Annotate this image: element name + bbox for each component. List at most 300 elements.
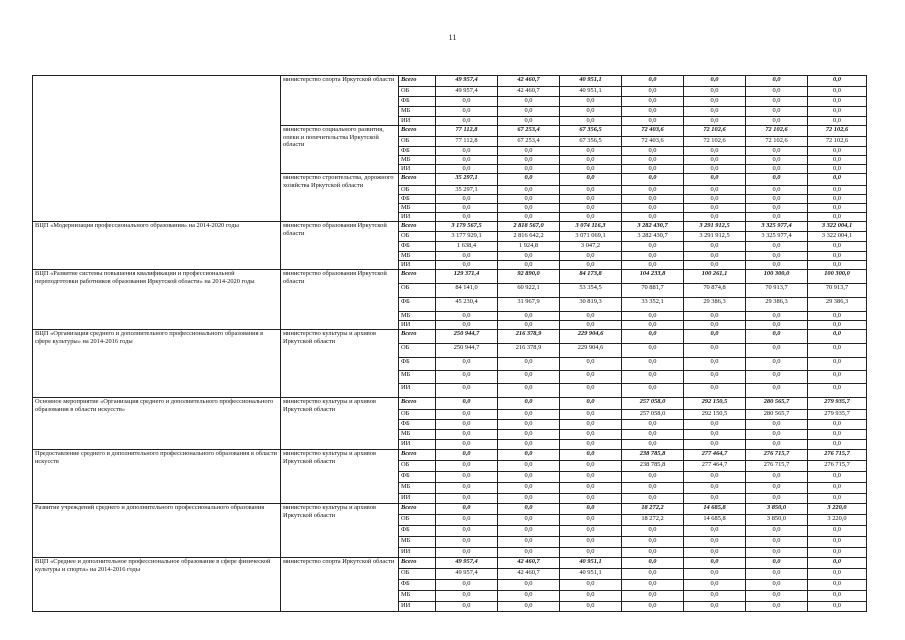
- amount-cell: 0,0: [684, 440, 746, 450]
- amount-cell: 229 904,6: [560, 330, 622, 344]
- amount-cell: 42 460,7: [498, 76, 560, 87]
- funding-source: МБ: [399, 483, 436, 494]
- amount-cell: 0,0: [746, 261, 808, 270]
- amount-cell: 42 460,7: [498, 87, 560, 97]
- amount-cell: 0,0: [436, 261, 498, 270]
- amount-cell: 0,0: [684, 430, 746, 440]
- amount-cell: 0,0: [436, 312, 498, 321]
- amount-cell: 238 785,8: [622, 450, 684, 461]
- funding-source: МБ: [399, 591, 436, 602]
- amount-cell: 40 951,1: [560, 87, 622, 97]
- amount-cell: 0,0: [498, 515, 560, 526]
- amount-cell: 0,0: [498, 358, 560, 371]
- amount-cell: 0,0: [808, 87, 867, 97]
- amount-cell: 92 890,0: [498, 270, 560, 284]
- table-row: [33, 76, 867, 87]
- amount-cell: 3 220,0: [808, 515, 867, 526]
- amount-cell: 0,0: [498, 430, 560, 440]
- amount-cell: 0,0: [622, 472, 684, 483]
- amount-cell: 0,0: [684, 330, 746, 344]
- table-row: [33, 270, 867, 284]
- amount-cell: 0,0: [684, 242, 746, 252]
- funding-source: ОБ: [399, 284, 436, 298]
- amount-cell: 3 291 912,5: [684, 232, 746, 242]
- amount-cell: 0,0: [808, 242, 867, 252]
- amount-cell: 0,0: [560, 384, 622, 398]
- amount-cell: 0,0: [746, 330, 808, 344]
- amount-cell: 0,0: [684, 312, 746, 321]
- amount-cell: 0,0: [436, 591, 498, 602]
- program-name: ВЦП «Модернизация профессионального образования» на 2014-2020 годы: [33, 222, 281, 270]
- amount-cell: 60 922,1: [498, 284, 560, 298]
- amount-cell: 0,0: [808, 440, 867, 450]
- page-number: 11: [448, 33, 457, 42]
- amount-cell: 0,0: [684, 358, 746, 371]
- amount-cell: 280 565,7: [746, 410, 808, 420]
- funding-source: Всего: [399, 270, 436, 284]
- amount-cell: 0,0: [622, 195, 684, 204]
- amount-cell: 30 819,3: [560, 298, 622, 312]
- amount-cell: 45 230,4: [436, 298, 498, 312]
- amount-cell: 0,0: [622, 483, 684, 494]
- amount-cell: 0,0: [622, 174, 684, 186]
- amount-cell: 0,0: [436, 430, 498, 440]
- amount-cell: 129 371,4: [436, 270, 498, 284]
- amount-cell: 0,0: [498, 186, 560, 195]
- amount-cell: 0,0: [436, 537, 498, 548]
- funding-source: ИИ: [399, 602, 436, 612]
- funding-source: ИИ: [399, 165, 436, 174]
- funding-source: Всего: [399, 76, 436, 87]
- amount-cell: 0,0: [746, 591, 808, 602]
- amount-cell: 216 378,9: [498, 330, 560, 344]
- amount-cell: 0,0: [746, 537, 808, 548]
- amount-cell: 18 272,2: [622, 515, 684, 526]
- amount-cell: 0,0: [498, 107, 560, 117]
- amount-cell: 0,0: [560, 321, 622, 330]
- amount-cell: 18 272,2: [622, 504, 684, 515]
- program-name: ВЦП «Среднее и дополнительное профессиональное образование в сфере физической культуры и спорта» на 2014-2016 годы: [33, 558, 281, 612]
- amount-cell: 14 685,8: [684, 515, 746, 526]
- funding-source: ОБ: [399, 410, 436, 420]
- funding-source: ИИ: [399, 440, 436, 450]
- table-row: [33, 504, 867, 515]
- amount-cell: 0,0: [684, 580, 746, 591]
- funding-source: ИИ: [399, 548, 436, 558]
- amount-cell: 3 177 929,1: [436, 232, 498, 242]
- amount-cell: 0,0: [746, 87, 808, 97]
- funding-table: [32, 75, 867, 612]
- amount-cell: 0,0: [746, 420, 808, 430]
- amount-cell: 292 150,5: [684, 410, 746, 420]
- amount-cell: 0,0: [746, 147, 808, 156]
- amount-cell: 0,0: [436, 483, 498, 494]
- amount-cell: 0,0: [498, 156, 560, 165]
- amount-cell: 277 464,7: [684, 461, 746, 472]
- amount-cell: 0,0: [560, 204, 622, 213]
- amount-cell: 276 715,7: [746, 461, 808, 472]
- amount-cell: 0,0: [498, 526, 560, 537]
- amount-cell: 0,0: [560, 602, 622, 612]
- amount-cell: 0,0: [436, 321, 498, 330]
- amount-cell: 0,0: [498, 398, 560, 410]
- amount-cell: 0,0: [746, 371, 808, 384]
- amount-cell: 0,0: [808, 537, 867, 548]
- amount-cell: 0,0: [808, 472, 867, 483]
- amount-cell: 0,0: [498, 537, 560, 548]
- amount-cell: 0,0: [808, 312, 867, 321]
- amount-cell: 0,0: [498, 602, 560, 612]
- amount-cell: 0,0: [808, 494, 867, 504]
- funding-source: Всего: [399, 330, 436, 344]
- amount-cell: 72 102,6: [808, 137, 867, 147]
- amount-cell: 100 300,0: [808, 270, 867, 284]
- amount-cell: 0,0: [746, 195, 808, 204]
- amount-cell: 0,0: [436, 165, 498, 174]
- amount-cell: 2 816 642,2: [498, 232, 560, 242]
- amount-cell: 0,0: [560, 450, 622, 461]
- amount-cell: 0,0: [808, 321, 867, 330]
- funding-source: ФБ: [399, 97, 436, 107]
- amount-cell: 0,0: [622, 321, 684, 330]
- amount-cell: 67 253,4: [498, 126, 560, 137]
- amount-cell: 70 913,7: [808, 284, 867, 298]
- amount-cell: 0,0: [436, 195, 498, 204]
- amount-cell: 0,0: [808, 213, 867, 222]
- amount-cell: 0,0: [498, 165, 560, 174]
- amount-cell: 29 386,3: [746, 298, 808, 312]
- funding-source: Всего: [399, 398, 436, 410]
- amount-cell: 0,0: [622, 371, 684, 384]
- amount-cell: 0,0: [622, 602, 684, 612]
- amount-cell: 0,0: [746, 165, 808, 174]
- funding-source: ИИ: [399, 384, 436, 398]
- funding-source: МБ: [399, 430, 436, 440]
- amount-cell: 250 944,7: [436, 330, 498, 344]
- amount-cell: 0,0: [622, 344, 684, 358]
- executor-name: министерство спорта Иркутской области: [281, 558, 399, 612]
- amount-cell: 0,0: [498, 312, 560, 321]
- amount-cell: 0,0: [560, 312, 622, 321]
- executor-name: министерство культуры и архивов Иркутской области: [281, 398, 399, 450]
- amount-cell: 0,0: [498, 440, 560, 450]
- amount-cell: 0,0: [498, 147, 560, 156]
- funding-source: ФБ: [399, 298, 436, 312]
- amount-cell: 0,0: [622, 97, 684, 107]
- amount-cell: 0,0: [498, 591, 560, 602]
- amount-cell: 29 386,3: [684, 298, 746, 312]
- amount-cell: 0,0: [498, 483, 560, 494]
- amount-cell: 0,0: [498, 261, 560, 270]
- amount-cell: 0,0: [808, 330, 867, 344]
- amount-cell: 0,0: [622, 548, 684, 558]
- amount-cell: 0,0: [684, 591, 746, 602]
- amount-cell: 0,0: [498, 117, 560, 126]
- amount-cell: 0,0: [684, 261, 746, 270]
- amount-cell: 0,0: [746, 558, 808, 569]
- amount-cell: 0,0: [746, 430, 808, 440]
- amount-cell: 0,0: [808, 252, 867, 261]
- amount-cell: 0,0: [684, 548, 746, 558]
- amount-cell: 0,0: [622, 252, 684, 261]
- amount-cell: 40 951,1: [560, 569, 622, 580]
- amount-cell: 0,0: [436, 371, 498, 384]
- amount-cell: 0,0: [684, 472, 746, 483]
- amount-cell: 0,0: [498, 384, 560, 398]
- amount-cell: 0,0: [560, 440, 622, 450]
- amount-cell: 276 715,7: [746, 450, 808, 461]
- amount-cell: 0,0: [622, 494, 684, 504]
- amount-cell: 3 322 004,1: [808, 222, 867, 232]
- amount-cell: 0,0: [684, 87, 746, 97]
- funding-source: ОБ: [399, 232, 436, 242]
- table-row: [33, 330, 867, 344]
- amount-cell: 0,0: [622, 76, 684, 87]
- amount-cell: 0,0: [684, 494, 746, 504]
- amount-cell: 0,0: [808, 147, 867, 156]
- amount-cell: 250 944,7: [436, 344, 498, 358]
- amount-cell: 0,0: [436, 504, 498, 515]
- amount-cell: 0,0: [746, 97, 808, 107]
- amount-cell: 0,0: [746, 174, 808, 186]
- amount-cell: 0,0: [436, 204, 498, 213]
- amount-cell: 0,0: [746, 602, 808, 612]
- amount-cell: 77 112,8: [436, 137, 498, 147]
- amount-cell: 0,0: [436, 461, 498, 472]
- amount-cell: 0,0: [498, 204, 560, 213]
- amount-cell: 0,0: [436, 117, 498, 126]
- funding-source: Всего: [399, 504, 436, 515]
- amount-cell: 0,0: [808, 107, 867, 117]
- amount-cell: 0,0: [560, 537, 622, 548]
- amount-cell: 0,0: [560, 548, 622, 558]
- amount-cell: 0,0: [684, 344, 746, 358]
- amount-cell: 49 957,4: [436, 558, 498, 569]
- amount-cell: 0,0: [560, 472, 622, 483]
- amount-cell: 0,0: [436, 156, 498, 165]
- amount-cell: 0,0: [622, 156, 684, 165]
- amount-cell: 3 071 069,1: [560, 232, 622, 242]
- executor-name: министерство строительства, дорожного хозяйства Иркутской области: [281, 174, 399, 222]
- amount-cell: 72 403,6: [622, 126, 684, 137]
- amount-cell: 0,0: [808, 261, 867, 270]
- amount-cell: 0,0: [808, 371, 867, 384]
- amount-cell: 0,0: [560, 174, 622, 186]
- amount-cell: 0,0: [436, 398, 498, 410]
- amount-cell: 3 325 977,4: [746, 232, 808, 242]
- amount-cell: 0,0: [746, 344, 808, 358]
- amount-cell: 0,0: [436, 252, 498, 261]
- amount-cell: 0,0: [746, 580, 808, 591]
- amount-cell: 279 935,7: [808, 410, 867, 420]
- amount-cell: 0,0: [498, 420, 560, 430]
- amount-cell: 0,0: [436, 440, 498, 450]
- amount-cell: 3 325 977,4: [746, 222, 808, 232]
- amount-cell: 42 460,7: [498, 558, 560, 569]
- funding-source: Всего: [399, 174, 436, 186]
- amount-cell: 0,0: [560, 371, 622, 384]
- amount-cell: 0,0: [684, 537, 746, 548]
- amount-cell: 35 297,1: [436, 186, 498, 195]
- amount-cell: 0,0: [684, 204, 746, 213]
- amount-cell: 31 967,9: [498, 298, 560, 312]
- amount-cell: 0,0: [498, 504, 560, 515]
- funding-source: МБ: [399, 204, 436, 213]
- amount-cell: 0,0: [498, 321, 560, 330]
- amount-cell: 0,0: [746, 242, 808, 252]
- funding-source: ОБ: [399, 344, 436, 358]
- amount-cell: 0,0: [808, 526, 867, 537]
- amount-cell: 0,0: [684, 602, 746, 612]
- amount-cell: 0,0: [622, 384, 684, 398]
- amount-cell: 0,0: [436, 494, 498, 504]
- executor-name: министерство культуры и архивов Иркутской области: [281, 330, 399, 398]
- amount-cell: 0,0: [498, 548, 560, 558]
- table-row: [33, 222, 867, 232]
- amount-cell: 0,0: [746, 312, 808, 321]
- amount-cell: 0,0: [498, 213, 560, 222]
- amount-cell: 0,0: [622, 186, 684, 195]
- funding-source: ИИ: [399, 261, 436, 270]
- amount-cell: 0,0: [498, 494, 560, 504]
- amount-cell: 0,0: [560, 165, 622, 174]
- amount-cell: 0,0: [684, 526, 746, 537]
- amount-cell: 0,0: [684, 420, 746, 430]
- amount-cell: 0,0: [684, 195, 746, 204]
- funding-source: МБ: [399, 537, 436, 548]
- amount-cell: 0,0: [436, 450, 498, 461]
- funding-source: ОБ: [399, 515, 436, 526]
- amount-cell: 0,0: [808, 483, 867, 494]
- amount-cell: 0,0: [746, 76, 808, 87]
- amount-cell: 0,0: [436, 472, 498, 483]
- funding-source: ОБ: [399, 186, 436, 195]
- amount-cell: 0,0: [498, 472, 560, 483]
- amount-cell: 0,0: [808, 591, 867, 602]
- amount-cell: 0,0: [684, 213, 746, 222]
- amount-cell: 0,0: [436, 602, 498, 612]
- amount-cell: 0,0: [684, 569, 746, 580]
- amount-cell: 0,0: [436, 213, 498, 222]
- amount-cell: 0,0: [622, 261, 684, 270]
- amount-cell: 72 403,6: [622, 137, 684, 147]
- amount-cell: 14 685,8: [684, 504, 746, 515]
- amount-cell: 0,0: [808, 430, 867, 440]
- amount-cell: 0,0: [622, 147, 684, 156]
- amount-cell: 0,0: [560, 504, 622, 515]
- funding-source: ФБ: [399, 242, 436, 252]
- funding-source: ФБ: [399, 420, 436, 430]
- amount-cell: 0,0: [808, 384, 867, 398]
- amount-cell: 280 565,7: [746, 398, 808, 410]
- amount-cell: 67 356,5: [560, 126, 622, 137]
- amount-cell: 3 322 004,1: [808, 232, 867, 242]
- amount-cell: 0,0: [436, 107, 498, 117]
- amount-cell: 0,0: [560, 117, 622, 126]
- amount-cell: 0,0: [560, 147, 622, 156]
- amount-cell: 0,0: [498, 195, 560, 204]
- amount-cell: 0,0: [746, 494, 808, 504]
- executor-name: министерство культуры и архивов Иркутской области: [281, 450, 399, 504]
- funding-source: Всего: [399, 222, 436, 232]
- amount-cell: 67 253,4: [498, 137, 560, 147]
- amount-cell: 0,0: [560, 398, 622, 410]
- amount-cell: 100 300,0: [746, 270, 808, 284]
- amount-cell: 0,0: [808, 97, 867, 107]
- amount-cell: 0,0: [746, 384, 808, 398]
- amount-cell: 0,0: [746, 213, 808, 222]
- amount-cell: 0,0: [498, 97, 560, 107]
- amount-cell: 49 957,4: [436, 569, 498, 580]
- amount-cell: 277 464,7: [684, 450, 746, 461]
- amount-cell: 0,0: [684, 252, 746, 261]
- amount-cell: 0,0: [746, 440, 808, 450]
- amount-cell: 0,0: [808, 117, 867, 126]
- amount-cell: 257 058,0: [622, 398, 684, 410]
- amount-cell: 0,0: [622, 87, 684, 97]
- amount-cell: 279 935,7: [808, 398, 867, 410]
- amount-cell: 40 951,1: [560, 76, 622, 87]
- amount-cell: 0,0: [746, 472, 808, 483]
- funding-source: ФБ: [399, 472, 436, 483]
- executor-name: министерство социального развития, опеки и попечительства Иркутской области: [281, 126, 399, 174]
- program-name: Развитие учреждений среднего и дополнительного профессионального образования: [33, 504, 281, 558]
- amount-cell: 0,0: [622, 358, 684, 371]
- amount-cell: 0,0: [560, 97, 622, 107]
- amount-cell: 0,0: [560, 410, 622, 420]
- funding-source: ИИ: [399, 321, 436, 330]
- amount-cell: 70 874,8: [684, 284, 746, 298]
- funding-source: МБ: [399, 312, 436, 321]
- amount-cell: 0,0: [746, 548, 808, 558]
- amount-cell: 0,0: [560, 483, 622, 494]
- amount-cell: 0,0: [498, 410, 560, 420]
- amount-cell: 276 715,7: [808, 450, 867, 461]
- amount-cell: 0,0: [622, 204, 684, 213]
- amount-cell: 3 047,2: [560, 242, 622, 252]
- amount-cell: 0,0: [808, 558, 867, 569]
- amount-cell: 0,0: [560, 526, 622, 537]
- funding-source: ФБ: [399, 147, 436, 156]
- amount-cell: 0,0: [808, 195, 867, 204]
- amount-cell: 257 058,0: [622, 410, 684, 420]
- amount-cell: 72 102,6: [808, 126, 867, 137]
- amount-cell: 0,0: [808, 420, 867, 430]
- amount-cell: 0,0: [498, 174, 560, 186]
- amount-cell: 0,0: [622, 569, 684, 580]
- amount-cell: 0,0: [808, 344, 867, 358]
- amount-cell: 72 102,6: [684, 137, 746, 147]
- amount-cell: 100 261,1: [684, 270, 746, 284]
- table-row: [33, 398, 867, 410]
- amount-cell: 3 282 430,7: [622, 232, 684, 242]
- amount-cell: 0,0: [560, 515, 622, 526]
- program-name: ВЦП «Организация среднего и дополнительного профессионального образования в сфере культуры» на 2014-2016 годы: [33, 330, 281, 398]
- amount-cell: 0,0: [622, 580, 684, 591]
- amount-cell: 0,0: [436, 410, 498, 420]
- amount-cell: 0,0: [560, 107, 622, 117]
- amount-cell: 3 179 567,5: [436, 222, 498, 232]
- amount-cell: 1 638,4: [436, 242, 498, 252]
- amount-cell: 3 850,0: [746, 515, 808, 526]
- amount-cell: 0,0: [622, 440, 684, 450]
- amount-cell: 0,0: [746, 186, 808, 195]
- amount-cell: 70 881,7: [622, 284, 684, 298]
- amount-cell: 0,0: [684, 186, 746, 195]
- funding-source: ОБ: [399, 87, 436, 97]
- funding-source: ИИ: [399, 117, 436, 126]
- amount-cell: 0,0: [746, 107, 808, 117]
